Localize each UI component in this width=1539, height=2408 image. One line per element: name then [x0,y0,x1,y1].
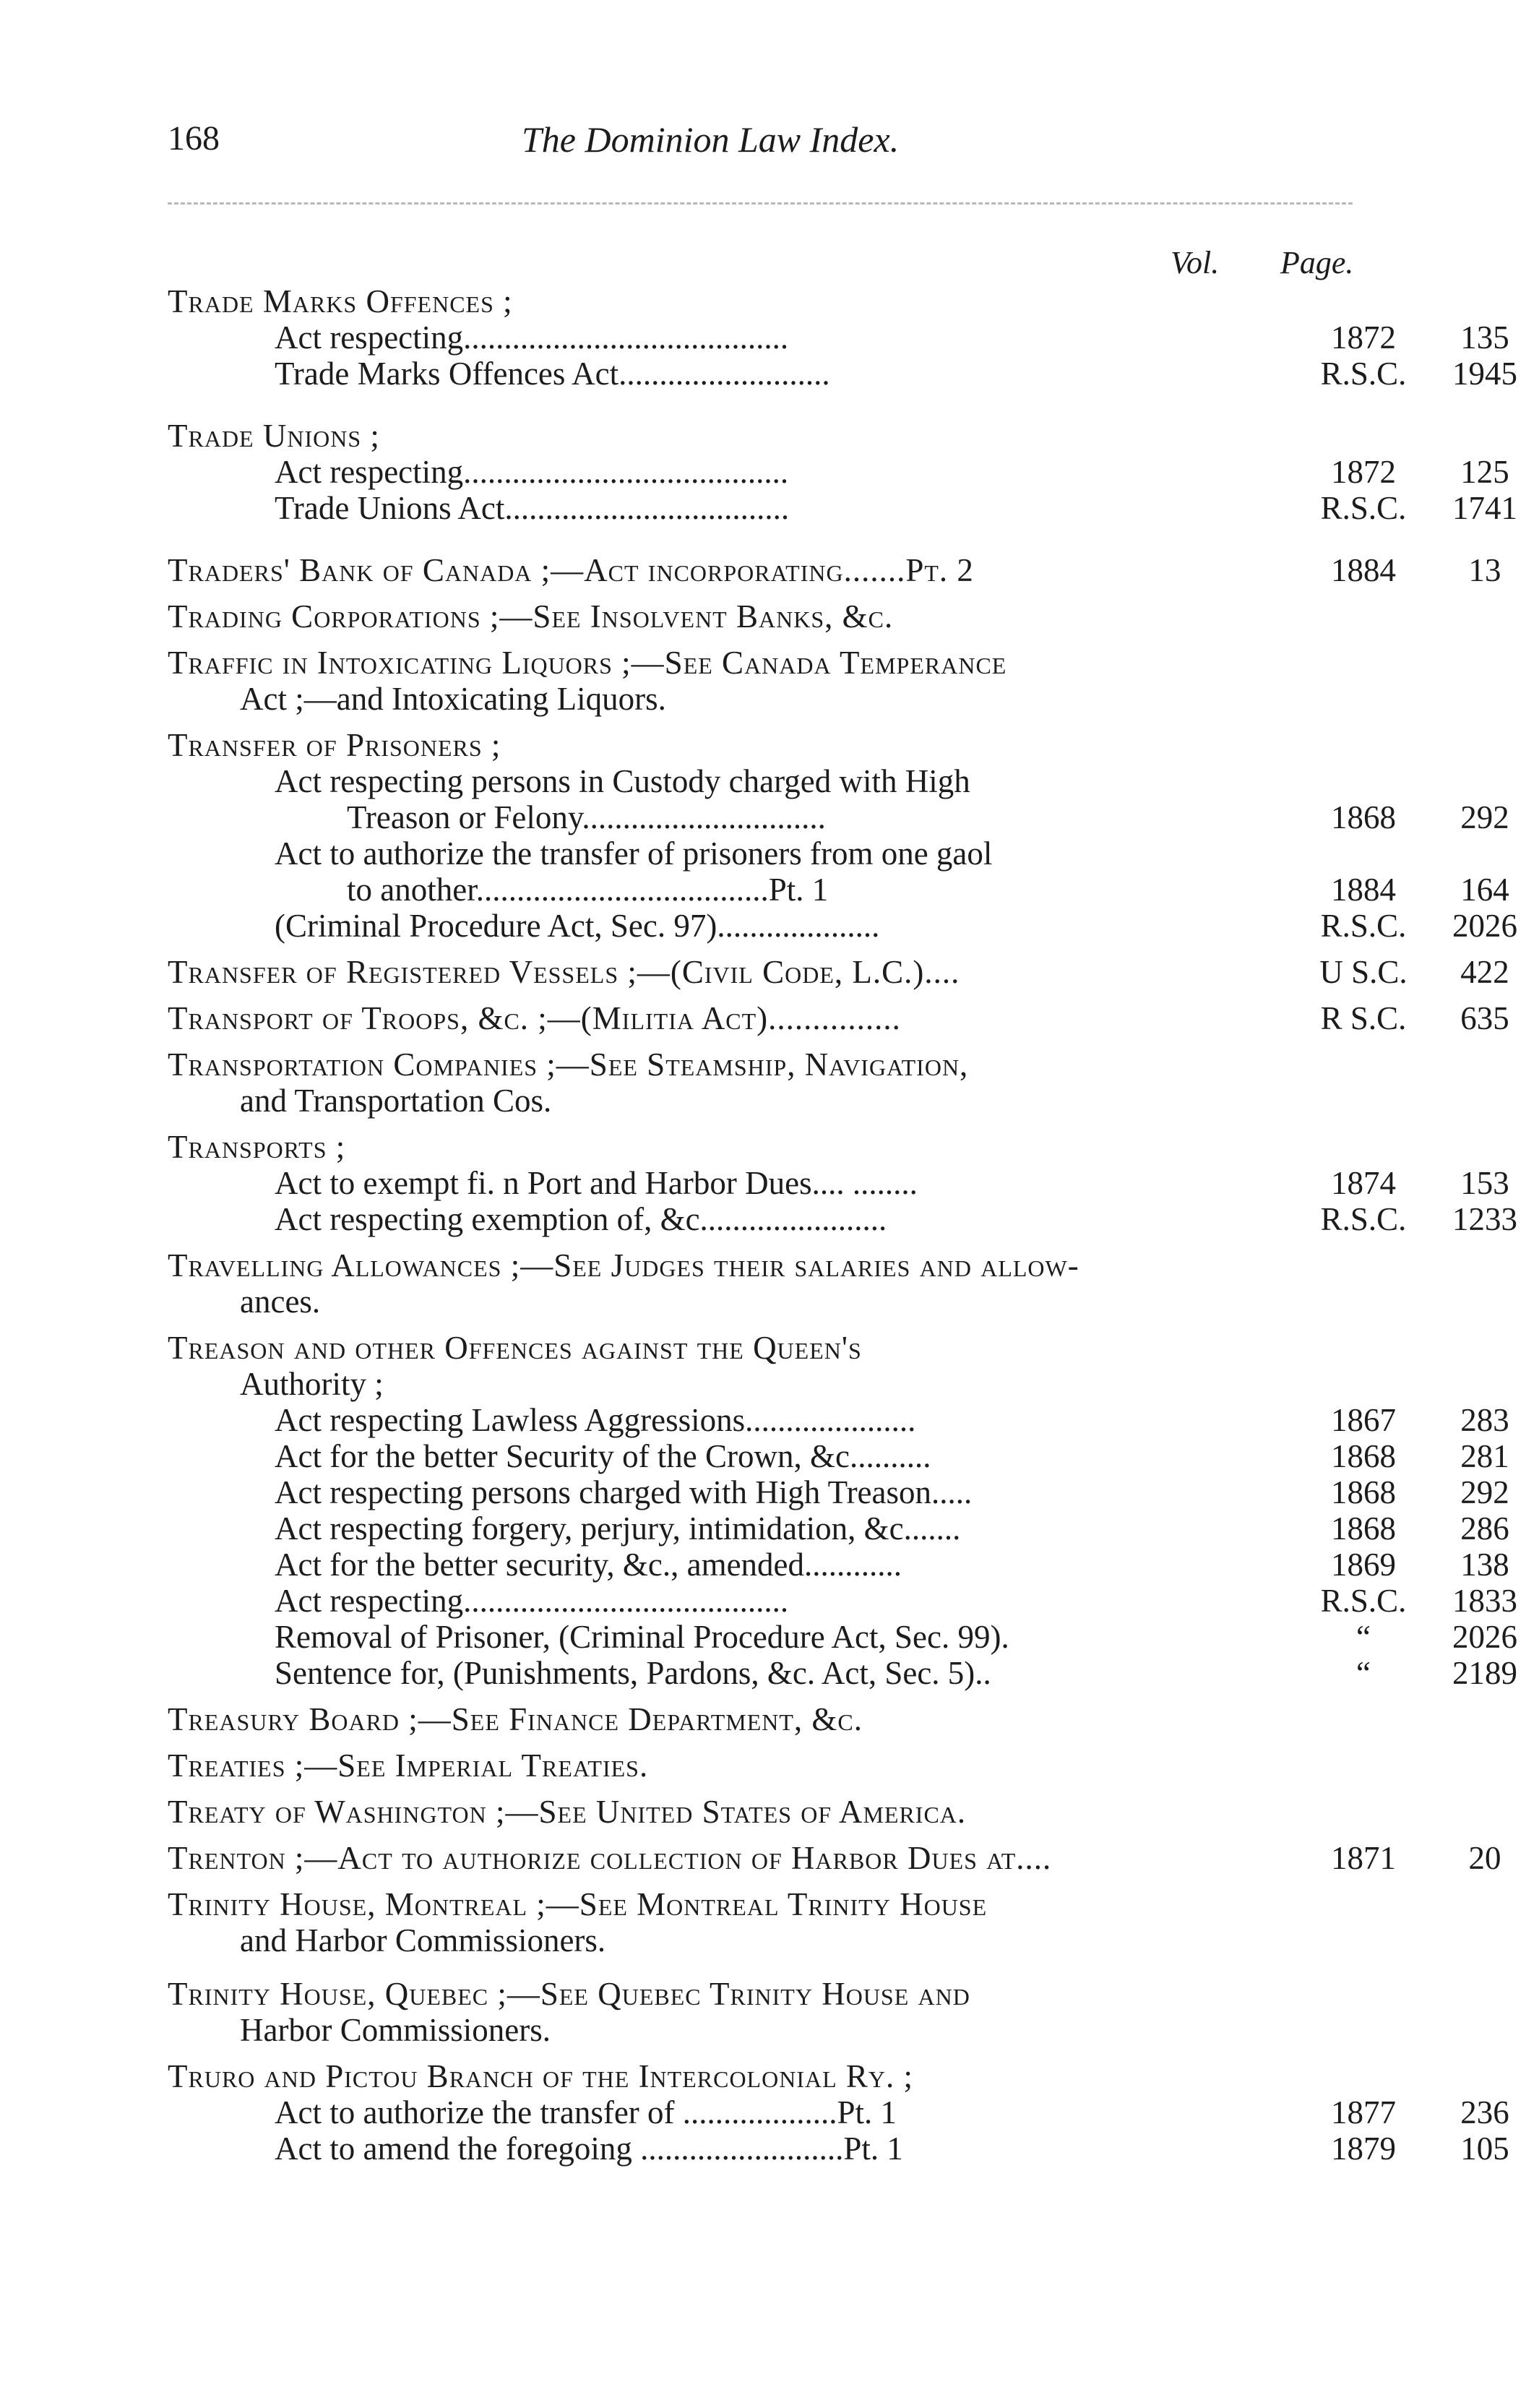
entry-volume: 1872 [1331,319,1396,356]
entry-heading-line [168,1000,1509,1036]
entry-page: 1833 [1452,1583,1517,1619]
entry-detail-line [168,490,1517,526]
entry-text: Act for the better Security of the Crown, &c.......... [275,1438,931,1474]
entry-heading-line [168,1747,1353,1784]
entry-text: Trenton ;—Act to authorize collection of Harbor Dues at.... [168,1840,1052,1876]
entry-detail-line [168,454,1509,490]
entry-text: Truro and Pictou Branch of the Intercolonial Ry. ; [168,2058,914,2094]
entry-detail-line [168,1201,1517,1237]
entry-heading-line [168,552,1501,588]
entry-heading-line [168,598,1353,635]
entry-volume: 1884 [1331,872,1396,908]
index-entry [168,2058,1509,2167]
entry-detail-line [168,2094,1509,2130]
entry-page: 292 [1460,799,1509,835]
entry-detail-line [168,1083,1353,1119]
entry-detail-line [168,1510,1509,1547]
entry-detail-line [168,908,1517,944]
entry-volume: 1868 [1331,1438,1396,1474]
entry-volume: R.S.C. [1320,356,1407,392]
entry-text: Act ;—and Intoxicating Liquors. [240,681,666,717]
entry-page: 1945 [1452,356,1517,392]
index-entry [168,727,1517,944]
entry-detail-line [168,2130,1509,2167]
entry-detail-line [168,1474,1509,1510]
entry-text: Act respecting forgery, perjury, intimidation, &c....... [275,1510,961,1547]
entry-text: Trade Unions Act................................... [275,490,790,526]
entry-heading-line [168,1886,1353,1922]
page-header [168,119,1353,169]
entry-text: Act to exempt fi. n Port and Harbor Dues.... ........ [275,1165,918,1201]
page-number: 168 [168,119,220,158]
entry-detail-line [168,1438,1509,1474]
index-entry [168,1701,1353,1737]
entry-heading-line [168,645,1353,681]
entry-page: 20 [1468,1840,1501,1876]
entry-heading-line [168,727,1353,763]
entry-text: Treasury Board ;—See Finance Department, &c. [168,1701,863,1737]
entry-text: Act to amend the foregoing .........................Pt. 1 [275,2130,903,2167]
entry-detail-line [168,1619,1517,1655]
entry-detail-line [168,763,1353,799]
entry-text: Transfer of Prisoners ; [168,727,501,763]
index-entry [168,1794,1353,1830]
entry-text: Traffic in Intoxicating Liquors ;—See Canada Temperance [168,645,1007,681]
entry-text: Treason and other Offences against the Queen's [168,1330,862,1366]
index-entry [168,1129,1517,1237]
entry-detail-line [168,1655,1517,1691]
entry-text: Transfer of Registered Vessels ;—(Civil Code, L.C.).... [168,954,960,990]
index-entry [168,1330,1517,1691]
entry-heading-line [168,1129,1353,1165]
entry-page: 1741 [1452,490,1517,526]
entry-detail-line [168,1922,1353,1958]
entry-heading-line [168,283,1353,319]
running-title: The Dominion Law Index. [522,119,900,160]
entry-volume: R.S.C. [1320,490,1407,526]
entry-text: Act respecting........................................ [275,454,789,490]
entry-text: (Criminal Procedure Act, Sec. 97).................... [275,908,880,944]
entry-detail-line [168,319,1509,356]
entry-text: Trinity House, Quebec ;—See Quebec Trinity House and [168,1976,970,2012]
entry-text: Harbor Commissioners. [240,2012,551,2048]
entry-heading-line [168,1840,1501,1876]
entry-page: 135 [1460,319,1509,356]
entry-text: Act respecting persons charged with High Treason..... [275,1474,973,1510]
entry-volume: 1871 [1331,1840,1396,1876]
entry-volume: “ [1356,1619,1371,1655]
index-entry [168,1046,1353,1119]
entry-heading-line [168,1701,1353,1737]
entry-volume: 1867 [1331,1402,1396,1438]
entry-volume: 1868 [1331,1510,1396,1547]
entry-volume: 1869 [1331,1547,1396,1583]
index-entry [168,598,1353,635]
index-entry [168,418,1517,526]
entry-detail-line [168,356,1517,392]
entry-text: Travelling Allowances ;—See Judges their salaries and allow- [168,1247,1079,1283]
entry-detail-line [168,681,1353,717]
index-entry [168,954,1509,990]
column-header-page: Page. [1280,245,1354,280]
entry-text: Act to authorize the transfer of prisoners from one gaol [275,835,993,872]
entry-detail-line [168,1583,1517,1619]
entry-page: 2026 [1452,908,1517,944]
entry-page: 164 [1460,872,1509,908]
entry-heading-line [168,1247,1353,1283]
entry-detail-line [168,1547,1509,1583]
index-entry [168,283,1517,392]
entry-heading-line [168,954,1509,990]
entry-volume: R.S.C. [1320,1583,1407,1619]
header-rule [168,202,1353,205]
entry-page: 283 [1460,1402,1509,1438]
entry-volume: 1874 [1331,1165,1396,1201]
index-entry [168,1247,1353,1320]
entry-heading-line [168,1976,1353,2012]
index-entry [168,1840,1501,1876]
entry-detail-line [168,835,1353,872]
index-entry [168,1000,1509,1036]
entry-text: and Transportation Cos. [240,1083,552,1119]
index-entry [168,645,1353,717]
entry-text: Sentence for, (Punishments, Pardons, &c. Act, Sec. 5).. [275,1655,991,1691]
entry-volume: 1868 [1331,799,1396,835]
entry-text: Act respecting persons in Custody charged with High [275,763,970,799]
entry-text: Trade Unions ; [168,418,380,454]
entry-volume: 1884 [1331,552,1396,588]
entry-volume: 1872 [1331,454,1396,490]
index-entry [168,1886,1353,1958]
entry-text: to another....................................Pt. 1 [347,872,829,908]
entry-detail-line [168,1165,1509,1201]
entry-detail-line [168,799,1509,835]
entry-volume: 1879 [1331,2130,1396,2167]
entry-heading-line [168,418,1353,454]
entry-text: Treason or Felony.............................. [347,799,826,835]
entry-detail-line [168,2012,1353,2048]
entry-page: 138 [1460,1547,1509,1583]
entry-text: Treaty of Washington ;—See United States of America. [168,1794,967,1830]
entry-text: Transport of Troops, &c. ;—(Militia Act)............... [168,1000,901,1036]
entry-text: Trade Marks Offences Act.......................... [275,356,830,392]
entry-text: Act for the better security, &c., amended............ [275,1547,902,1583]
index-entry [168,1976,1353,2048]
entry-page: 236 [1460,2094,1509,2130]
entry-text: Trading Corporations ;—See Insolvent Banks, &c. [168,598,894,635]
entry-detail-line [168,1283,1353,1320]
entry-page: 125 [1460,454,1509,490]
entry-volume: “ [1356,1655,1371,1691]
entry-page: 2026 [1452,1619,1517,1655]
entry-page: 105 [1460,2130,1509,2167]
entry-text: Act respecting Lawless Aggressions..................... [275,1402,916,1438]
entry-volume: U S.C. [1319,954,1407,990]
entry-text: ances. [240,1283,321,1320]
entry-text: and Harbor Commissioners. [240,1922,606,1958]
entry-volume: R S.C. [1320,1000,1407,1036]
entry-text: Treaties ;—See Imperial Treaties. [168,1747,649,1784]
entry-volume: 1868 [1331,1474,1396,1510]
entry-page: 13 [1468,552,1501,588]
entry-text: Authority ; [240,1366,384,1402]
entry-text: Traders' Bank of Canada ;—Act incorporating.......Pt. 2 [168,552,974,588]
entry-volume: R.S.C. [1320,908,1407,944]
entry-text: Act to authorize the transfer of ...................Pt. 1 [275,2094,897,2130]
entry-page: 281 [1460,1438,1509,1474]
entry-text: Act respecting........................................ [275,319,789,356]
entry-page: 2189 [1452,1655,1517,1691]
entry-text: Trinity House, Montreal ;—See Montreal Trinity House [168,1886,988,1922]
entry-volume: 1877 [1331,2094,1396,2130]
entry-detail-line [168,1366,1353,1402]
entry-detail-line [168,1402,1509,1438]
entry-text: Removal of Prisoner, (Criminal Procedure Act, Sec. 99). [275,1619,1009,1655]
column-header-vol: Vol. [1171,245,1220,280]
entry-page: 153 [1460,1165,1509,1201]
entry-heading-line [168,1794,1353,1830]
index-entry [168,1747,1353,1784]
entry-text: Transportation Companies ;—See Steamship, Navigation, [168,1046,969,1083]
entry-detail-line [168,872,1509,908]
entry-text: Trade Marks Offences ; [168,283,513,319]
entry-heading-line [168,2058,1353,2094]
entry-heading-line [168,1046,1353,1083]
index-entries [168,283,1517,2177]
entry-heading-line [168,1330,1353,1366]
entry-volume: R.S.C. [1320,1201,1407,1237]
entry-page: 286 [1460,1510,1509,1547]
entry-page: 1233 [1452,1201,1517,1237]
index-entry [168,552,1501,588]
entry-page: 635 [1460,1000,1509,1036]
entry-page: 422 [1460,954,1509,990]
entry-text: Transports ; [168,1129,346,1165]
entry-page: 292 [1460,1474,1509,1510]
entry-text: Act respecting exemption of, &c....................... [275,1201,887,1237]
entry-text: Act respecting........................................ [275,1583,789,1619]
